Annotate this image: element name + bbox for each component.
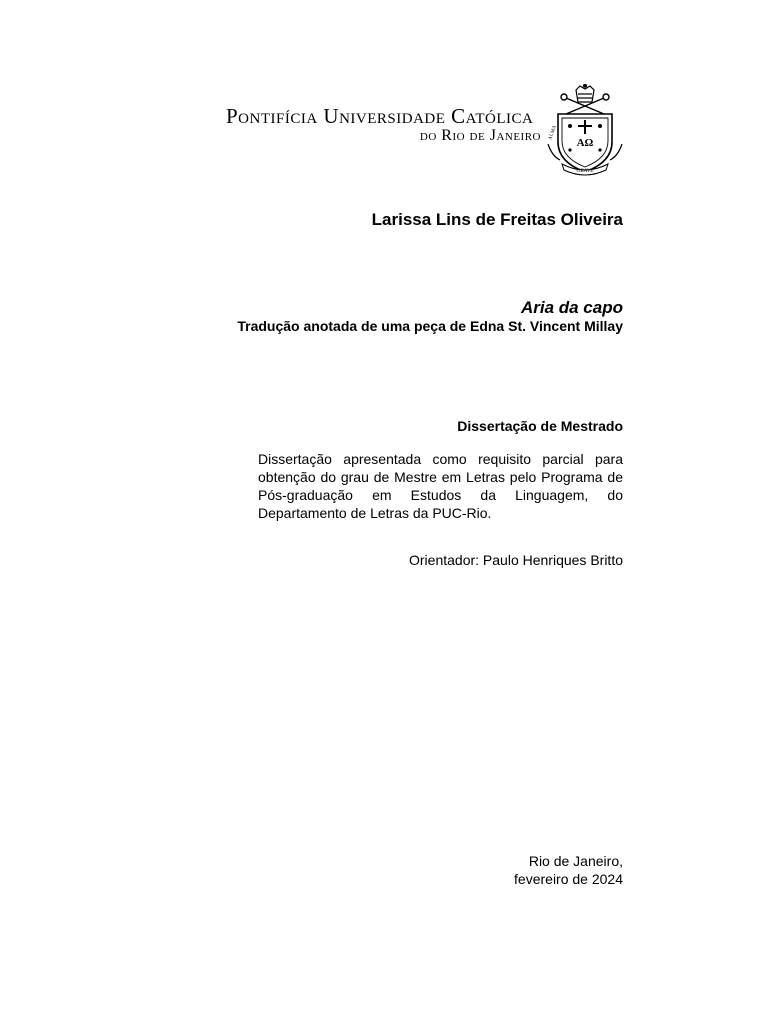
- university-location: do Rio de Janeiro: [419, 127, 541, 144]
- university-name: Pontifícia Universidade Católica: [226, 104, 534, 128]
- thesis-description: Dissertação apresentada como requisito parcial para obtenção do grau de Mestre em Letras pelo Programa de Pós-graduação em Estudos da Linguagem, do Departamento de Letras da PUC-Rio.: [258, 451, 623, 521]
- thesis-subtitle: Tradução anotada de uma peça de Edna St. Vincent Millay: [237, 318, 623, 334]
- seal-alpha-omega: ΑΩ: [576, 137, 594, 149]
- university-seal-icon: [542, 84, 628, 176]
- author-name: Larissa Lins de Freitas Oliveira: [371, 210, 623, 229]
- thesis-title: Aria da capo: [520, 298, 623, 317]
- degree-type: Dissertação de Mestrado: [457, 418, 623, 434]
- place-and-date: [514, 852, 623, 888]
- advisor: Orientador: Paulo Henriques Britto: [409, 552, 623, 568]
- place: Rio de Janeiro,: [528, 853, 623, 869]
- seal-ribbon-text: GRAVE: [576, 168, 594, 174]
- date: fevereiro de 2024: [514, 871, 623, 887]
- seal-side-text: ALMA: [548, 125, 558, 141]
